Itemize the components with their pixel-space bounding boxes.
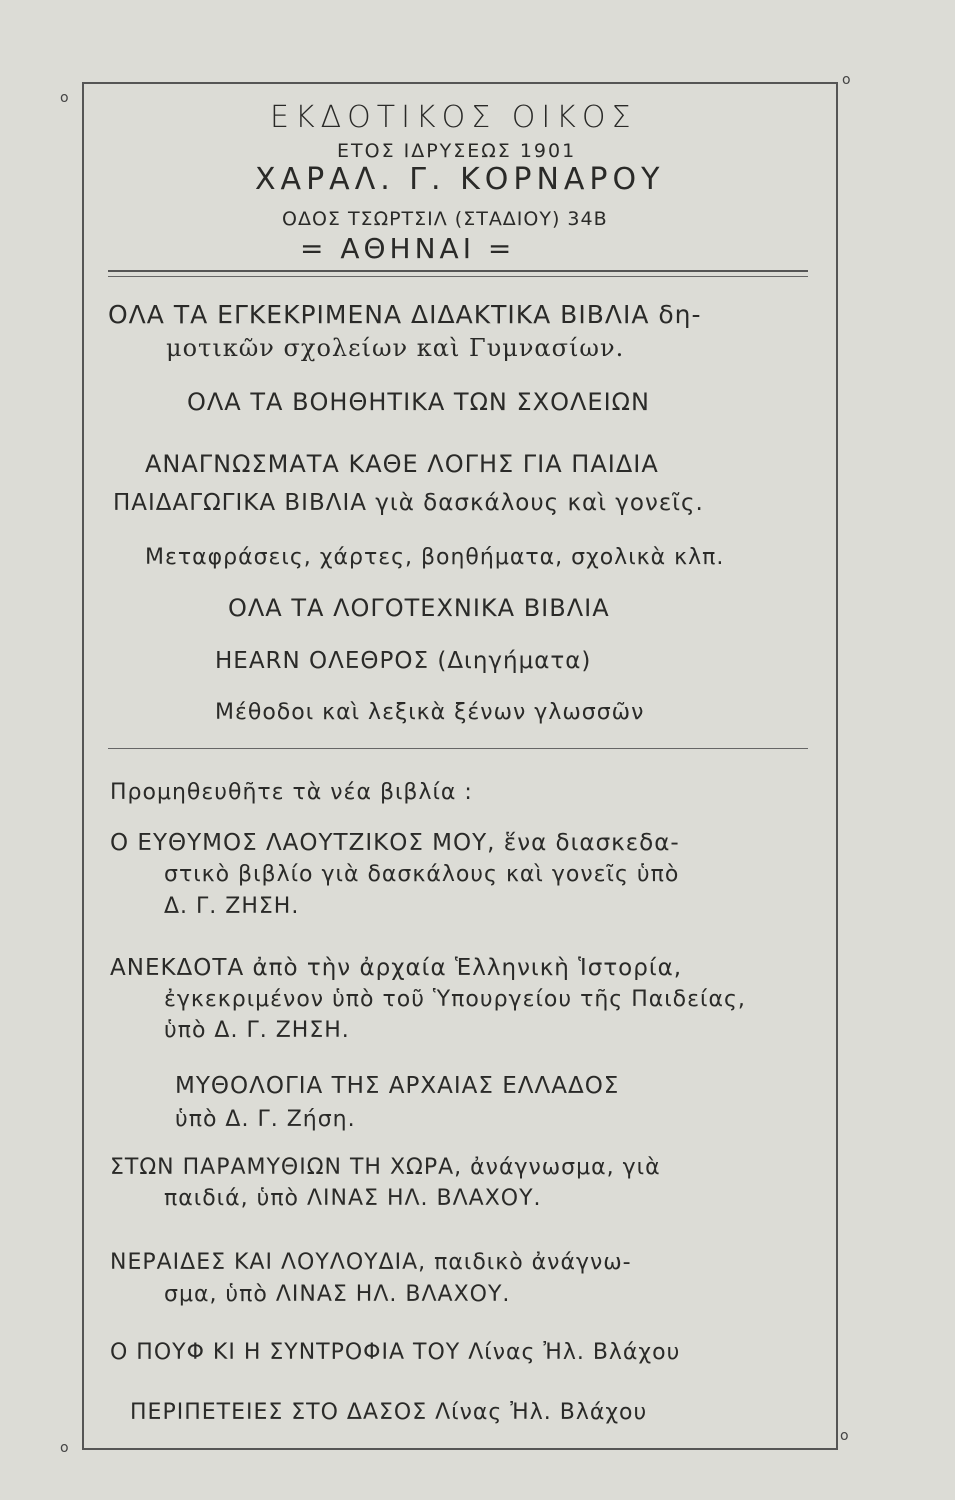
corner-mark-bl: o (60, 1440, 69, 1456)
header-divider (108, 270, 808, 272)
city-line: = ΑΘΗΝΑΙ = (300, 232, 516, 265)
book-4-line-a: ΣΤΩΝ ΠΑΡΑΜΥΘΙΩΝ ΤΗ ΧΩΡΑ, ἀνάγνωσμα, γιὰ (110, 1155, 661, 1180)
book-4-line-b: παιδιά, ὑπὸ ΛΙΝΑΣ ΗΛ. ΒΛΑΧΟΥ. (164, 1186, 542, 1211)
section-divider (108, 748, 808, 749)
corner-mark-tl: o (60, 90, 69, 106)
corner-mark-tr: o (842, 72, 851, 88)
book-5-line-b: σμα, ὑπὸ ΛΙΝΑΣ ΗΛ. ΒΛΑΧΟΥ. (164, 1282, 511, 1307)
book-3-line-b: ὑπὸ Δ. Γ. Ζήση. (175, 1107, 356, 1132)
owner-name: ΧΑΡΑΛ. Γ. ΚΟΡΝΑΡΟΥ (255, 162, 665, 197)
offer-line-1a: ΟΛΑ ΤΑ ΕΓΚΕΚΡΙΜΕΝΑ ΔΙΔΑΚΤΙΚΑ ΒΙΒΛΙΑ δη- (108, 300, 702, 329)
publisher-heading: ΕΚΔΟΤΙΚΟΣ ΟΙΚΟΣ (270, 100, 637, 135)
offer-line-5: Μεταφράσεις, χάρτες, βοηθήματα, σχολικὰ κλπ. (145, 545, 725, 570)
founded-line: ΕΤΟΣ ΙΔΡΥΣΕΩΣ 1901 (337, 140, 577, 162)
book-7: ΠΕΡΙΠΕΤΕΙΕΣ ΣΤΟ ΔΑΣΟΣ Λίνας Ἠλ. Βλάχου (130, 1400, 648, 1425)
offer-line-3: ΑΝΑΓΝΩΣΜΑΤΑ ΚΑΘΕ ΛΟΓΗΣ ΓΙΑ ΠΑΙΔΙΑ (145, 450, 659, 478)
book-1-line-c: Δ. Γ. ΖΗΣΗ. (164, 894, 300, 919)
book-6: Ο ΠΟΥΦ ΚΙ Η ΣΥΝΤΡΟΦΙΑ ΤΟΥ Λίνας Ἠλ. Βλάχου (110, 1340, 681, 1365)
book-1-line-a: Ο ΕΥΘΥΜΟΣ ΛΑΟΥΤΖΙΚΟΣ ΜΟΥ, ἕνα διασκεδα- (110, 830, 680, 856)
offer-line-4: ΠΑΙΔΑΓΩΓΙΚΑ ΒΙΒΛΙΑ γιὰ δασκάλους καὶ γονεῖς. (113, 490, 704, 516)
book-2-line-c: ὑπὸ Δ. Γ. ΖΗΣΗ. (164, 1018, 350, 1043)
offer-line-8: Μέθοδοι καὶ λεξικὰ ξένων γλωσσῶν (215, 700, 645, 725)
book-2-line-a: ΑΝΕΚΔΟΤΑ ἀπὸ τὴν ἀρχαία Ἑλληνικὴ Ἱστορία, (110, 955, 683, 981)
offer-line-2: ΟΛΑ ΤΑ ΒΟΗΘΗΤΙΚΑ ΤΩΝ ΣΧΟΛΕΙΩΝ (187, 388, 650, 416)
book-5-line-a: ΝΕΡΑΙΔΕΣ ΚΑΙ ΛΟΥΛΟΥΔΙΑ, παιδικὸ ἀνάγνω- (110, 1250, 632, 1275)
address-line: ΟΔΟΣ ΤΣΩΡΤΣΙΛ (ΣΤΑΔΙΟΥ) 34Β (282, 208, 608, 230)
corner-mark-br: o (840, 1428, 849, 1444)
book-1-line-b: στικὸ βιβλίο γιὰ δασκάλους καὶ γονεῖς ὑπὸ (164, 862, 680, 887)
header-divider-2 (108, 276, 808, 277)
new-books-intro: Προμηθευθῆτε τὰ νέα βιβλία : (110, 780, 473, 805)
page-frame (82, 82, 838, 1450)
offer-line-1b: μοτικῶν σχολείων καὶ Γυμνασίων. (166, 334, 625, 362)
offer-line-7: HEARN ΟΛΕΘΡΟΣ (Διηγήματα) (215, 648, 592, 674)
book-2-line-b: ἐγκεκριμένον ὑπὸ τοῦ Ὑπουργείου τῆς Παιδείας, (164, 987, 746, 1012)
book-3-line-a: ΜΥΘΟΛΟΓΙΑ ΤΗΣ ΑΡΧΑΙΑΣ ΕΛΛΑΔΟΣ (175, 1073, 620, 1099)
offer-line-6: ΟΛΑ ΤΑ ΛΟΓΟΤΕΧΝΙΚΑ ΒΙΒΛΙΑ (228, 594, 610, 622)
